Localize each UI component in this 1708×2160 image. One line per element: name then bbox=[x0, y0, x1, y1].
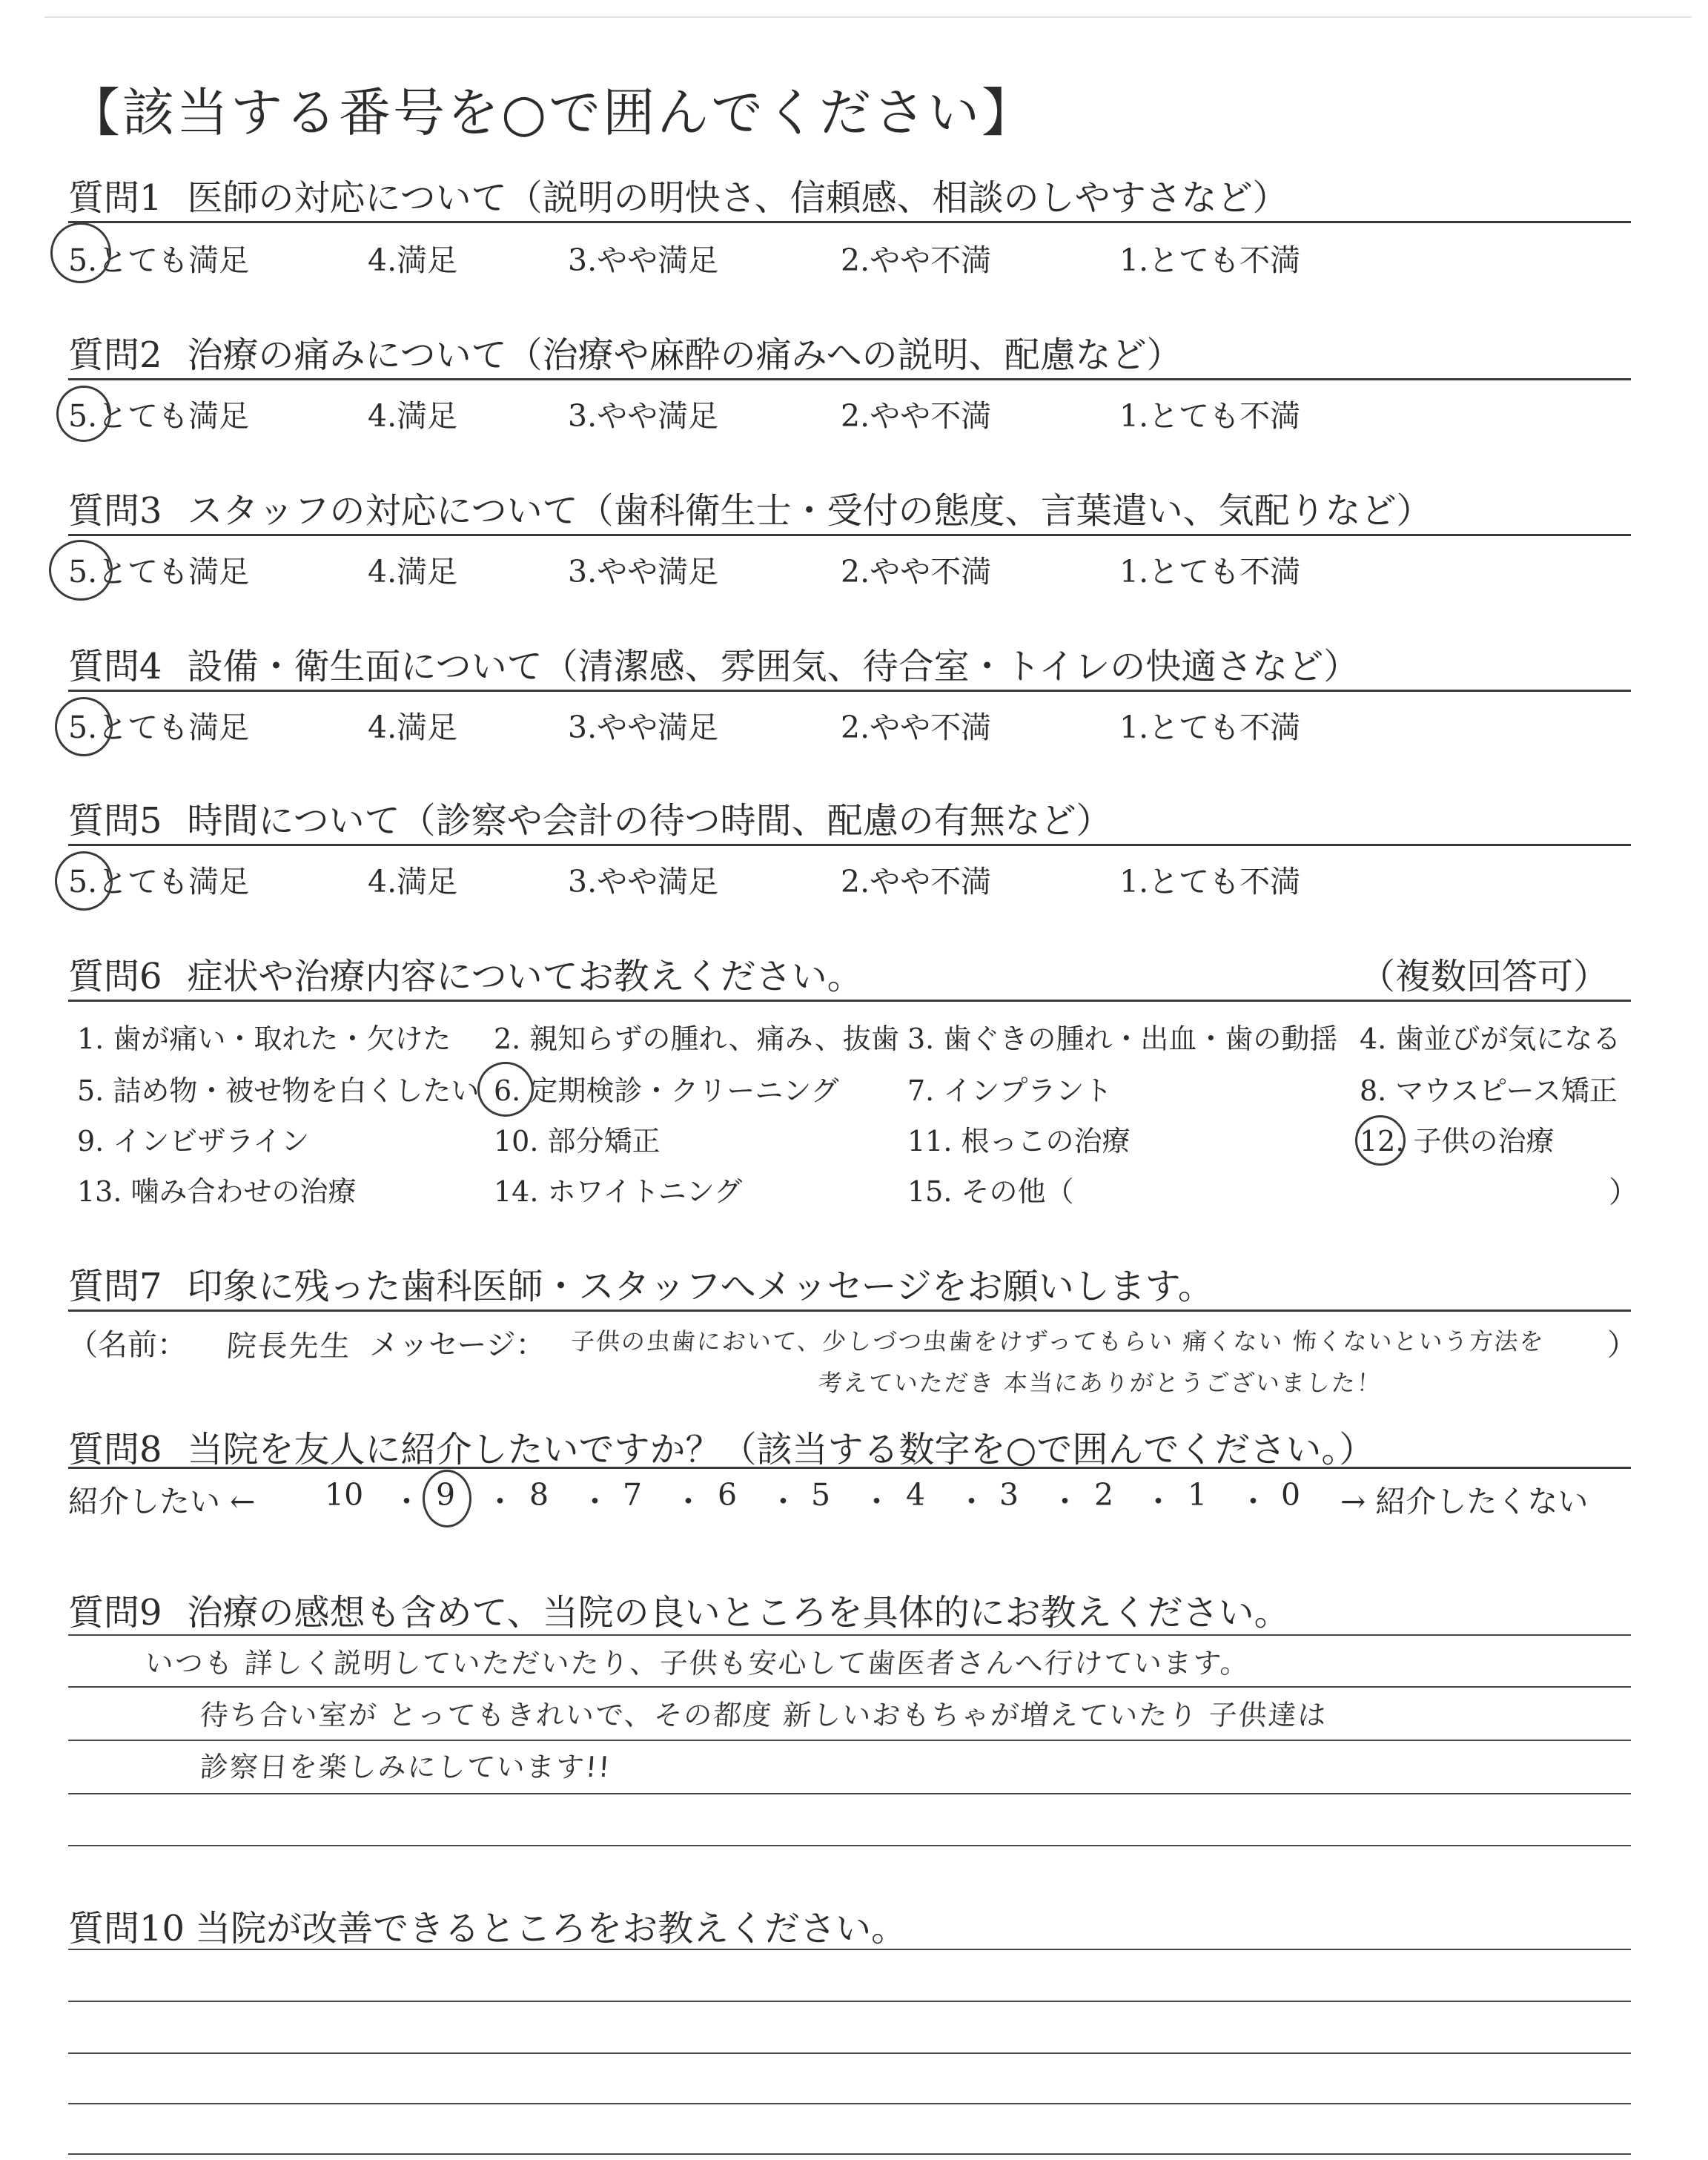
q9-answer-line-1[interactable]: いつも 詳しく説明していただいたり、子供も安心して歯医者さんへ行けています。 bbox=[144, 1647, 1251, 1680]
q8-scale-2[interactable]: 2 bbox=[1094, 1477, 1114, 1513]
q9-line-3 bbox=[68, 1740, 1631, 1741]
q5-option-2[interactable]: 2.やや不満 bbox=[841, 864, 992, 899]
q5-option-4[interactable]: 4.満足 bbox=[368, 864, 458, 899]
question-3-heading bbox=[68, 482, 1432, 533]
q3-option-1[interactable]: 1.とても不満 bbox=[1119, 554, 1301, 589]
question-8-label: 質問8 bbox=[68, 1429, 162, 1470]
q1-option-5[interactable]: 5.とても満足 bbox=[68, 242, 250, 278]
q7-message-line-1[interactable]: 子供の虫歯において、少しづつ虫歯をけずってもらい 痛くない 怖くないという方法を bbox=[569, 1327, 1546, 1355]
q6-option-13[interactable]: 13. 噛み合わせの治療 bbox=[77, 1175, 357, 1208]
q6-option-11[interactable]: 11. 根っこの治療 bbox=[907, 1125, 1131, 1157]
q8-scale-7[interactable]: 7 bbox=[623, 1477, 643, 1513]
q8-selected-circle bbox=[423, 1470, 471, 1527]
q7-name-value[interactable]: 院長先生 bbox=[225, 1330, 353, 1364]
q8-scale-sep: ・ bbox=[1238, 1484, 1268, 1519]
q5-option-1[interactable]: 1.とても不満 bbox=[1119, 864, 1301, 899]
q8-right-label: → 紹介したくない bbox=[1340, 1484, 1589, 1519]
question-2-text: 治療の痛みについて（治療や麻酔の痛みへの説明、配慮など） bbox=[187, 334, 1182, 376]
q5-selected-circle bbox=[55, 851, 113, 911]
q1-selected-circle bbox=[50, 222, 111, 283]
question-9-text: 治療の感想も含めて、当院の良いところを具体的にお教えください。 bbox=[187, 1592, 1290, 1634]
q6-option-12[interactable]: 12. 子供の治療 bbox=[1360, 1125, 1555, 1157]
q3-selected-circle bbox=[49, 540, 113, 601]
q1-option-1[interactable]: 1.とても不満 bbox=[1119, 242, 1301, 278]
q9-line-5 bbox=[68, 1845, 1631, 1846]
question-1-label: 質問1 bbox=[68, 177, 162, 219]
q10-line-4 bbox=[68, 2103, 1631, 2104]
q8-scale-sep: ・ bbox=[1143, 1484, 1174, 1519]
question-7-text: 印象に残った歯科医師・スタッフへメッセージをお願いします。 bbox=[187, 1266, 1214, 1307]
q6-selected-circle-6 bbox=[477, 1062, 534, 1117]
q5-option-5[interactable]: 5.とても満足 bbox=[68, 864, 250, 899]
q8-scale-sep: ・ bbox=[673, 1484, 704, 1519]
q10-line-3 bbox=[68, 2052, 1631, 2054]
question-4-label: 質問4 bbox=[68, 646, 162, 687]
question-6-rule bbox=[68, 1000, 1631, 1002]
q8-scale-sep: ・ bbox=[580, 1484, 610, 1519]
q6-other-close-paren: ） bbox=[1609, 1175, 1638, 1209]
question-7-rule bbox=[68, 1309, 1631, 1312]
question-1-rule bbox=[68, 221, 1631, 223]
question-7-label: 質問7 bbox=[68, 1266, 162, 1307]
q6-option-15[interactable]: 15. その他（ bbox=[907, 1175, 1074, 1208]
q6-option-8[interactable]: 8. マウスピース矯正 bbox=[1360, 1074, 1618, 1107]
question-2-heading bbox=[68, 326, 1182, 377]
question-3-label: 質問3 bbox=[68, 490, 162, 532]
question-3-text: スタッフの対応について（歯科衛生士・受付の態度、言葉遣い、気配りなど） bbox=[187, 490, 1432, 532]
q6-option-3[interactable]: 3. 歯ぐきの腫れ・出血・歯の動揺 bbox=[907, 1023, 1338, 1055]
q9-answer-line-3[interactable]: 診察日を楽しみにしています!! bbox=[199, 1751, 612, 1783]
q3-option-3[interactable]: 3.やや満足 bbox=[568, 554, 719, 589]
q7-message-label: メッセージ： bbox=[369, 1328, 546, 1362]
question-5-text: 時間について（診察や会計の待つ時間、配慮の有無など） bbox=[187, 800, 1112, 842]
q8-scale-sep: ・ bbox=[861, 1484, 892, 1519]
question-2-rule bbox=[68, 378, 1631, 380]
question-2-label: 質問2 bbox=[68, 334, 162, 376]
question-8-heading bbox=[68, 1421, 1374, 1472]
q9-line-4 bbox=[68, 1793, 1631, 1794]
q6-option-7[interactable]: 7. インプラント bbox=[907, 1074, 1113, 1107]
q8-scale-5[interactable]: 5 bbox=[811, 1477, 831, 1513]
question-5-label: 質問5 bbox=[68, 800, 162, 842]
question-7-heading bbox=[68, 1258, 1214, 1309]
question-6-label: 質問6 bbox=[68, 956, 162, 997]
q4-option-3[interactable]: 3.やや満足 bbox=[568, 710, 719, 745]
question-4-heading bbox=[68, 638, 1359, 689]
question-10-label: 質問10 bbox=[68, 1908, 185, 1949]
q3-option-4[interactable]: 4.満足 bbox=[368, 554, 458, 589]
question-5-rule bbox=[68, 844, 1631, 846]
q8-scale-sep: ・ bbox=[391, 1484, 422, 1519]
q2-option-4[interactable]: 4.満足 bbox=[368, 398, 458, 434]
q2-selected-circle bbox=[56, 386, 111, 442]
q8-scale-8[interactable]: 8 bbox=[529, 1477, 549, 1513]
question-1-text: 医師の対応について（説明の明快さ、信頼感、相談のしやすさなど） bbox=[187, 177, 1288, 219]
q4-option-5[interactable]: 5.とても満足 bbox=[68, 710, 250, 745]
q1-option-4[interactable]: 4.満足 bbox=[368, 242, 458, 278]
q6-option-2[interactable]: 2. 親知らずの腫れ、痛み、抜歯 bbox=[494, 1023, 899, 1055]
q6-selected-circle-12 bbox=[1355, 1115, 1406, 1166]
question-6-note: （複数回答可） bbox=[1360, 956, 1609, 997]
q6-option-5[interactable]: 5. 詰め物・被せ物を白くしたい bbox=[77, 1074, 480, 1107]
q8-scale-0[interactable]: 0 bbox=[1281, 1477, 1301, 1513]
q8-left-label: 紹介したい ← bbox=[68, 1484, 256, 1519]
q3-option-2[interactable]: 2.やや不満 bbox=[841, 554, 992, 589]
question-4-text: 設備・衛生面について（清潔感、雰囲気、待合室・トイレの快適さなど） bbox=[187, 646, 1360, 687]
question-8-rule bbox=[68, 1467, 1631, 1469]
q8-scale-3[interactable]: 3 bbox=[999, 1477, 1019, 1513]
question-10-text: 当院が改善できるところをお教えください。 bbox=[195, 1908, 907, 1949]
q8-scale-6[interactable]: 6 bbox=[718, 1477, 738, 1513]
q2-option-1[interactable]: 1.とても不満 bbox=[1119, 398, 1301, 434]
q9-line-1 bbox=[68, 1634, 1631, 1636]
question-3-rule bbox=[68, 534, 1631, 536]
top-border bbox=[44, 16, 1692, 18]
q5-option-3[interactable]: 3.やや満足 bbox=[568, 864, 719, 899]
q10-line-1 bbox=[68, 1949, 1631, 1950]
q8-scale-9[interactable]: 9 bbox=[436, 1477, 456, 1513]
question-6-heading bbox=[68, 948, 1609, 999]
question-9-label: 質問9 bbox=[68, 1592, 162, 1634]
q6-option-1[interactable]: 1. 歯が痛い・取れた・欠けた bbox=[77, 1023, 451, 1055]
question-8-text: 当院を友人に紹介したいですか？（該当する数字を○で囲んでください。） bbox=[187, 1429, 1375, 1470]
q4-option-2[interactable]: 2.やや不満 bbox=[841, 710, 992, 745]
page-title: 【該当する番号を○で囲んでください】 bbox=[68, 82, 1036, 143]
q6-option-6[interactable]: 6. 定期検診・クリーニング bbox=[494, 1074, 839, 1107]
q8-scale-4[interactable]: 4 bbox=[906, 1477, 926, 1513]
q2-option-5[interactable]: 5.とても満足 bbox=[68, 398, 250, 434]
question-5-heading bbox=[68, 792, 1112, 843]
q9-line-2 bbox=[68, 1686, 1631, 1688]
q1-option-3[interactable]: 3.やや満足 bbox=[568, 242, 719, 278]
q6-option-9[interactable]: 9. インビザライン bbox=[77, 1125, 310, 1157]
q3-option-5[interactable]: 5.とても満足 bbox=[68, 554, 250, 589]
q7-close-paren: ） bbox=[1607, 1328, 1637, 1362]
q9-answer-line-2[interactable]: 待ち合い室が とってもきれいで、その都度 新しいおもちゃが増えていたり 子供達は bbox=[199, 1699, 1329, 1731]
q8-scale-sep: ・ bbox=[485, 1484, 515, 1519]
q8-scale-1[interactable]: 1 bbox=[1188, 1477, 1208, 1513]
q6-option-10[interactable]: 10. 部分矯正 bbox=[494, 1125, 661, 1157]
q7-name-label: （名前： bbox=[68, 1328, 187, 1362]
question-9-heading bbox=[68, 1584, 1290, 1635]
q4-selected-circle bbox=[55, 697, 113, 756]
q10-line-2 bbox=[68, 2001, 1631, 2002]
question-10-heading bbox=[68, 1900, 907, 1951]
q1-option-2[interactable]: 2.やや不満 bbox=[841, 242, 992, 278]
q8-scale-sep: ・ bbox=[956, 1484, 987, 1519]
q8-scale-sep: ・ bbox=[768, 1484, 798, 1519]
q8-scale-sep: ・ bbox=[1050, 1484, 1080, 1519]
q6-option-4[interactable]: 4. 歯並びが気になる bbox=[1360, 1023, 1621, 1055]
question-1-heading bbox=[68, 169, 1288, 220]
q2-option-3[interactable]: 3.やや満足 bbox=[568, 398, 719, 434]
q4-option-1[interactable]: 1.とても不満 bbox=[1119, 710, 1301, 745]
q2-option-2[interactable]: 2.やや不満 bbox=[841, 398, 992, 434]
q8-scale-10[interactable]: 10 bbox=[325, 1477, 364, 1513]
question-4-rule bbox=[68, 690, 1631, 692]
q4-option-4[interactable]: 4.満足 bbox=[368, 710, 458, 745]
question-6-text: 症状や治療内容についてお教えください。 bbox=[187, 956, 863, 997]
q6-option-14[interactable]: 14. ホワイトニング bbox=[494, 1175, 743, 1208]
q7-message-line-2[interactable]: 考えていただき 本当にありがとうございました！ bbox=[817, 1369, 1383, 1397]
q10-line-5 bbox=[68, 2153, 1631, 2155]
